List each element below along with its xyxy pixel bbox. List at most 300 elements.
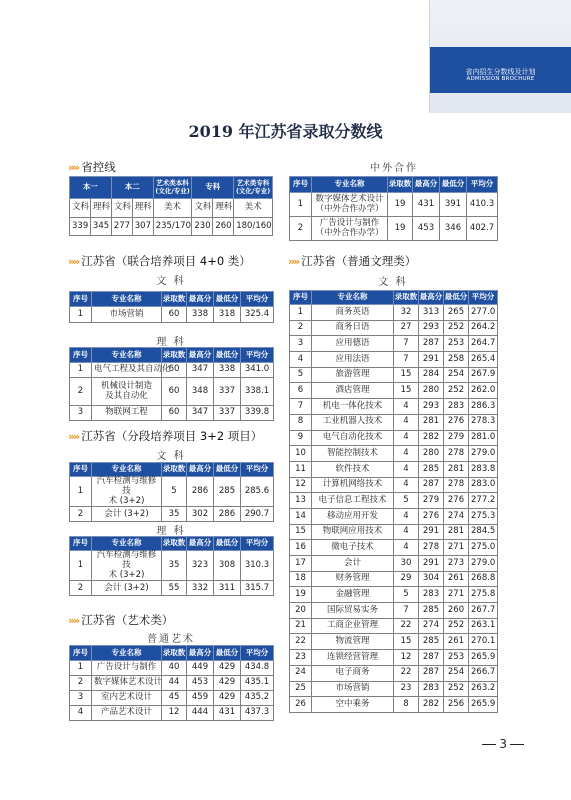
- index-cell: 15: [290, 524, 312, 540]
- score-cell: 307: [132, 218, 153, 236]
- score-cell: 235/170: [153, 218, 192, 236]
- count-cell: 44: [162, 676, 187, 691]
- col-header: 最高分: [419, 291, 444, 305]
- table-row: [290, 540, 498, 556]
- major-name: 空中乘务: [312, 697, 394, 713]
- count-cell: 4: [394, 540, 419, 556]
- avg-score-cell: 279.0: [469, 446, 498, 462]
- major-name: 物联网工程: [92, 406, 162, 421]
- index-cell: 1: [70, 307, 92, 323]
- max-score-cell: 347: [187, 363, 214, 378]
- max-score-cell: 280: [419, 383, 444, 399]
- max-score-cell: 283: [419, 587, 444, 603]
- major-name: 工业机器人技术: [312, 414, 394, 430]
- table-row: [290, 697, 498, 713]
- col-header: 录取数: [162, 348, 187, 363]
- min-score-cell: 279: [444, 430, 469, 446]
- col-header: 本二: [111, 177, 153, 199]
- count-cell: 4: [394, 524, 419, 540]
- count-cell: 60: [162, 363, 187, 378]
- major-name: 数字媒体艺术设计: [92, 676, 162, 691]
- table-row: [290, 414, 498, 430]
- count-cell: 4: [394, 399, 419, 415]
- major-name: 智能控制技术: [312, 446, 394, 462]
- max-score-cell: 313: [419, 305, 444, 321]
- subject-cell: 理科: [90, 199, 111, 218]
- chevron-icon: »»: [288, 255, 299, 268]
- chevron-icon: »»: [68, 161, 79, 174]
- max-score-cell: 285: [419, 461, 444, 477]
- table-row: [70, 406, 274, 421]
- min-score-cell: 337: [214, 378, 241, 406]
- count-cell: 35: [162, 507, 187, 522]
- index-cell: 12: [290, 477, 312, 493]
- index-cell: 26: [290, 697, 312, 713]
- avg-score-cell: 290.7: [241, 507, 274, 522]
- count-cell: 22: [394, 665, 419, 681]
- col-header: 专业名称: [92, 646, 162, 661]
- avg-score-cell: 268.8: [469, 571, 498, 587]
- avg-score-cell: 265.4: [469, 352, 498, 368]
- min-score-cell: 254: [444, 665, 469, 681]
- index-cell: 3: [70, 406, 92, 421]
- major-name: 广告设计与制作 （中外合作办学）: [312, 217, 388, 241]
- min-score-cell: 253: [444, 650, 469, 666]
- major-name: 物联网应用技术: [312, 524, 394, 540]
- col-header: 平均分: [241, 348, 274, 363]
- col-header: 录取数: [394, 291, 419, 305]
- max-score-cell: 459: [187, 691, 214, 706]
- min-score-cell: 431: [214, 706, 241, 721]
- max-score-cell: 278: [419, 540, 444, 556]
- avg-score-cell: 275.3: [469, 508, 498, 524]
- count-cell: 4: [394, 446, 419, 462]
- max-score-cell: 304: [419, 571, 444, 587]
- index-cell: 1: [290, 305, 312, 321]
- table-row: [290, 217, 498, 241]
- table-row: [70, 507, 274, 522]
- section-joint: [68, 253, 251, 269]
- avg-score-cell: 325.4: [241, 307, 274, 323]
- max-score-cell: 284: [419, 367, 444, 383]
- index-cell: 1: [70, 661, 92, 676]
- section-title: 江苏省（普通文理类）: [301, 254, 417, 268]
- control-line-table: [69, 176, 273, 236]
- count-cell: 19: [388, 217, 413, 241]
- max-score-cell: 287: [419, 650, 444, 666]
- col-header: 平均分: [469, 291, 498, 305]
- index-cell: 11: [290, 461, 312, 477]
- max-score-cell: 287: [419, 336, 444, 352]
- index-cell: 3: [290, 336, 312, 352]
- max-score-cell: 291: [419, 556, 444, 572]
- sino-foreign-label: 中外合作: [370, 163, 418, 174]
- col-header: 平均分: [241, 537, 274, 551]
- avg-score-cell: 262.0: [469, 383, 498, 399]
- count-cell: 30: [394, 556, 419, 572]
- max-score-cell: 291: [419, 524, 444, 540]
- max-score-cell: 347: [187, 406, 214, 421]
- col-header: 最低分: [214, 463, 241, 477]
- wenke-label: 文 科: [156, 451, 186, 462]
- index-cell: 6: [290, 383, 312, 399]
- min-score-cell: 253: [444, 336, 469, 352]
- avg-score-cell: 277.0: [469, 305, 498, 321]
- count-cell: 4: [394, 430, 419, 446]
- min-score-cell: 273: [444, 556, 469, 572]
- major-name: 市场营销: [312, 681, 394, 697]
- section-stage: [68, 428, 262, 444]
- avg-score-cell: 264.7: [469, 336, 498, 352]
- col-header: 序号: [290, 177, 312, 193]
- index-cell: 4: [70, 706, 92, 721]
- avg-score-cell: 278.3: [469, 414, 498, 430]
- min-score-cell: 318: [214, 307, 241, 323]
- major-name: 商务英语: [312, 305, 394, 321]
- count-cell: 60: [162, 378, 187, 406]
- chevron-icon: »»: [68, 255, 79, 268]
- table-row: [290, 665, 498, 681]
- col-header: 序号: [70, 292, 92, 307]
- max-score-cell: 449: [187, 661, 214, 676]
- max-score-cell: 282: [419, 697, 444, 713]
- count-cell: 4: [394, 508, 419, 524]
- min-score-cell: 261: [444, 571, 469, 587]
- max-score-cell: 286: [187, 477, 214, 507]
- index-cell: 2: [70, 507, 92, 522]
- index-cell: 25: [290, 681, 312, 697]
- min-score-cell: 285: [214, 477, 241, 507]
- max-score-cell: 302: [187, 507, 214, 522]
- max-score-cell: 444: [187, 706, 214, 721]
- general-wenke-label: 文 科: [378, 277, 408, 288]
- index-cell: 18: [290, 571, 312, 587]
- count-cell: 4: [394, 477, 419, 493]
- like-label: 理 科: [156, 337, 186, 348]
- avg-score-cell: 270.1: [469, 634, 498, 650]
- col-header: 序号: [70, 348, 92, 363]
- col-header: 最高分: [187, 292, 214, 307]
- index-cell: 2: [290, 217, 312, 241]
- score-cell: 277: [111, 218, 132, 236]
- major-name: 计算机网络技术: [312, 477, 394, 493]
- major-name: 应用法语: [312, 352, 394, 368]
- index-cell: 2: [70, 378, 92, 406]
- min-score-cell: 281: [444, 524, 469, 540]
- index-cell: 24: [290, 665, 312, 681]
- avg-score-cell: 275.0: [469, 540, 498, 556]
- col-header: 序号: [70, 463, 92, 477]
- major-name: 工商企业管理: [312, 618, 394, 634]
- table-row: [290, 508, 498, 524]
- art-label: 普通艺术: [147, 634, 195, 645]
- major-name: 旅游管理: [312, 367, 394, 383]
- subject-cell: 理科: [132, 199, 153, 218]
- subject-cell: 文科: [70, 199, 91, 218]
- col-header: 专业名称: [92, 537, 162, 551]
- count-cell: 19: [388, 193, 413, 217]
- col-header: 录取数: [162, 463, 187, 477]
- min-score-cell: 271: [444, 587, 469, 603]
- section-art: [68, 612, 173, 628]
- table-row: [70, 378, 274, 406]
- col-header: 专业名称: [312, 177, 388, 193]
- avg-score-cell: 265.9: [469, 697, 498, 713]
- tab-title: 省内招生分数线及计划: [465, 68, 536, 76]
- max-score-cell: 431: [413, 193, 440, 217]
- count-cell: 4: [394, 461, 419, 477]
- max-score-cell: 293: [419, 399, 444, 415]
- count-cell: 12: [394, 650, 419, 666]
- dash-icon: [510, 744, 524, 745]
- major-name: 汽车检测与维修技 术 (3+2): [92, 551, 162, 581]
- major-name: 机械设计制造 及其自动化: [92, 378, 162, 406]
- max-score-cell: 293: [419, 320, 444, 336]
- major-name: 广告设计与制作: [92, 661, 162, 676]
- stage-wenke-table: [69, 462, 274, 522]
- min-score-cell: 271: [444, 540, 469, 556]
- max-score-cell: 274: [419, 618, 444, 634]
- col-header: 最高分: [187, 348, 214, 363]
- count-cell: 55: [162, 581, 187, 596]
- table-row: [290, 524, 498, 540]
- section-title: 江苏省（艺术类）: [81, 613, 174, 627]
- max-score-cell: 291: [419, 352, 444, 368]
- count-cell: 22: [394, 618, 419, 634]
- col-header: 专业名称: [92, 292, 162, 307]
- table-row: [290, 493, 498, 509]
- index-cell: 1: [70, 477, 92, 507]
- avg-score-cell: 263.1: [469, 618, 498, 634]
- min-score-cell: 256: [444, 697, 469, 713]
- index-cell: 13: [290, 493, 312, 509]
- count-cell: 15: [394, 367, 419, 383]
- like-label: 理 科: [156, 526, 186, 537]
- count-cell: 60: [162, 406, 187, 421]
- avg-score-cell: 283.8: [469, 461, 498, 477]
- col-header: 最低分: [444, 291, 469, 305]
- avg-score-cell: 286.3: [469, 399, 498, 415]
- index-cell: 10: [290, 446, 312, 462]
- min-score-cell: 252: [444, 681, 469, 697]
- col-header: 专科: [192, 177, 234, 199]
- index-cell: 4: [290, 352, 312, 368]
- table-row: [290, 352, 498, 368]
- subject-cell: 美术: [234, 199, 273, 218]
- major-name: 财务管理: [312, 571, 394, 587]
- table-row: [70, 676, 274, 691]
- col-header: 录取数: [162, 646, 187, 661]
- dash-icon: [482, 744, 496, 745]
- major-name: 物流管理: [312, 634, 394, 650]
- table-row: [290, 193, 498, 217]
- major-name: 移动应用开发: [312, 508, 394, 524]
- major-name: 室内艺术设计: [92, 691, 162, 706]
- min-score-cell: 338: [214, 363, 241, 378]
- major-name: 软件技术: [312, 461, 394, 477]
- min-score-cell: 261: [444, 634, 469, 650]
- table-row: [290, 477, 498, 493]
- min-score-cell: 429: [214, 661, 241, 676]
- table-row: [290, 634, 498, 650]
- table-row: [70, 307, 274, 323]
- index-cell: 17: [290, 556, 312, 572]
- col-header: 最低分: [214, 348, 241, 363]
- count-cell: 15: [394, 383, 419, 399]
- table-row: [290, 603, 498, 619]
- major-name: 微电子技术: [312, 540, 394, 556]
- major-name: 电气自动化技术: [312, 430, 394, 446]
- max-score-cell: 285: [419, 603, 444, 619]
- min-score-cell: 337: [214, 406, 241, 421]
- table-row: [70, 581, 274, 596]
- table-row: [290, 556, 498, 572]
- avg-score-cell: 341.0: [241, 363, 274, 378]
- min-score-cell: 252: [444, 618, 469, 634]
- index-cell: 3: [70, 691, 92, 706]
- max-score-cell: 287: [419, 477, 444, 493]
- major-name: 应用德语: [312, 336, 394, 352]
- avg-score-cell: 266.7: [469, 665, 498, 681]
- count-cell: 32: [394, 305, 419, 321]
- joint-wenke-table: [69, 291, 274, 323]
- major-name: 金融管理: [312, 587, 394, 603]
- count-cell: 5: [394, 587, 419, 603]
- count-cell: 27: [394, 320, 419, 336]
- count-cell: 8: [394, 697, 419, 713]
- major-name: 国际贸易实务: [312, 603, 394, 619]
- col-header: 平均分: [241, 463, 274, 477]
- min-score-cell: 258: [444, 352, 469, 368]
- col-header: 专业名称: [312, 291, 394, 305]
- col-header: 最低分: [214, 292, 241, 307]
- max-score-cell: 280: [419, 446, 444, 462]
- index-cell: 5: [290, 367, 312, 383]
- table-row: [290, 461, 498, 477]
- table-row: [290, 367, 498, 383]
- count-cell: 7: [394, 603, 419, 619]
- table-row: [290, 681, 498, 697]
- count-cell: 15: [394, 634, 419, 650]
- index-cell: 9: [290, 430, 312, 446]
- min-score-cell: 274: [444, 508, 469, 524]
- table-row: [290, 399, 498, 415]
- max-score-cell: 323: [187, 551, 214, 581]
- min-score-cell: 429: [214, 691, 241, 706]
- major-name: 数字媒体艺术设计 （中外合作办学）: [312, 193, 388, 217]
- brochure-tab: [429, 0, 571, 113]
- min-score-cell: 391: [440, 193, 467, 217]
- subject-cell: 文科: [192, 199, 213, 218]
- avg-score-cell: 281.0: [469, 430, 498, 446]
- major-name: 电气工程及其自动化: [92, 363, 162, 378]
- count-cell: 45: [162, 691, 187, 706]
- art-table: [69, 645, 274, 721]
- max-score-cell: 287: [419, 665, 444, 681]
- max-score-cell: 281: [419, 414, 444, 430]
- min-score-cell: 311: [214, 581, 241, 596]
- avg-score-cell: 284.5: [469, 524, 498, 540]
- chevron-icon: »»: [68, 614, 79, 627]
- table-row: [290, 336, 498, 352]
- min-score-cell: 254: [444, 367, 469, 383]
- index-cell: 20: [290, 603, 312, 619]
- index-cell: 1: [290, 193, 312, 217]
- min-score-cell: 252: [444, 320, 469, 336]
- count-cell: 5: [162, 477, 187, 507]
- index-cell: 21: [290, 618, 312, 634]
- index-cell: 14: [290, 508, 312, 524]
- avg-score-cell: 315.7: [241, 581, 274, 596]
- index-cell: 1: [70, 551, 92, 581]
- col-header: 最高分: [187, 646, 214, 661]
- wenke-label: 文 科: [156, 276, 186, 287]
- index-cell: 23: [290, 650, 312, 666]
- page-number-value: 3: [499, 737, 507, 751]
- table-row: [290, 650, 498, 666]
- max-score-cell: 453: [413, 217, 440, 241]
- major-name: 商务日语: [312, 320, 394, 336]
- table-row: [290, 320, 498, 336]
- subject-cell: 文科: [111, 199, 132, 218]
- count-cell: 40: [162, 661, 187, 676]
- table-row: [290, 618, 498, 634]
- index-cell: 2: [290, 320, 312, 336]
- stage-like-table: [69, 536, 274, 596]
- index-cell: 2: [70, 581, 92, 596]
- col-header: 艺术类本科 (文化/专业): [153, 177, 192, 199]
- index-cell: 16: [290, 540, 312, 556]
- major-name: 机电一体化技术: [312, 399, 394, 415]
- table-row: [290, 446, 498, 462]
- count-cell: 23: [394, 681, 419, 697]
- index-cell: 7: [290, 399, 312, 415]
- min-score-cell: 278: [444, 477, 469, 493]
- max-score-cell: 282: [419, 430, 444, 446]
- max-score-cell: 348: [187, 378, 214, 406]
- col-header: 艺术类专科 (文化/专业): [234, 177, 273, 199]
- section-title: 江苏省（联合培养项目 4+0 类）: [81, 254, 251, 268]
- avg-score-cell: 283.0: [469, 477, 498, 493]
- table-row: [70, 551, 274, 581]
- index-cell: 22: [290, 634, 312, 650]
- score-cell: 230: [192, 218, 213, 236]
- count-cell: 12: [162, 706, 187, 721]
- avg-score-cell: 277.2: [469, 493, 498, 509]
- min-score-cell: 346: [440, 217, 467, 241]
- col-header: 最低分: [214, 646, 241, 661]
- max-score-cell: 338: [187, 307, 214, 323]
- major-name: 电子商务: [312, 665, 394, 681]
- col-header: 录取数: [388, 177, 413, 193]
- section-control-line: [68, 159, 116, 175]
- chevron-icon: »»: [68, 430, 79, 443]
- table-row: [290, 587, 498, 603]
- major-name: 酒店管理: [312, 383, 394, 399]
- col-header: 专业名称: [92, 348, 162, 363]
- table-row: [290, 430, 498, 446]
- avg-score-cell: 310.3: [241, 551, 274, 581]
- col-header: 平均分: [467, 177, 498, 193]
- table-row: [290, 305, 498, 321]
- tab-subtitle: ADMISSION BROCHURE: [466, 76, 535, 82]
- avg-score-cell: 402.7: [467, 217, 498, 241]
- avg-score-cell: 437.3: [241, 706, 274, 721]
- max-score-cell: 453: [187, 676, 214, 691]
- joint-like-table: [69, 347, 274, 421]
- min-score-cell: 286: [214, 507, 241, 522]
- section-general: [288, 253, 416, 269]
